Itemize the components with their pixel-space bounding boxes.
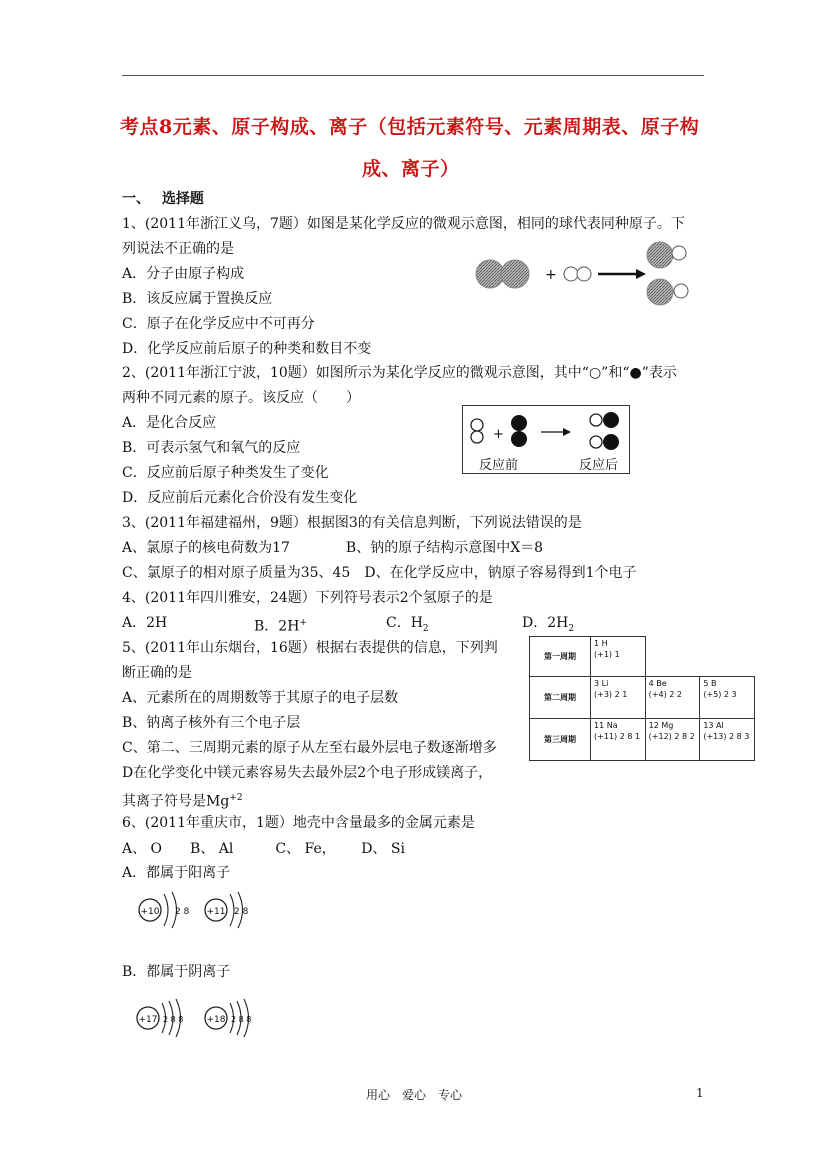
element-cell-Li: 3 Li (+3) 2 1: [591, 677, 646, 719]
element-cell-Na: 11 Na (+11) 2 8 1: [591, 719, 646, 761]
q2-stem-line1: 2、(2011年浙江宁波，10题）如图所示为某化学反应的微观示意图，其中“○”和“●”表示: [122, 365, 677, 381]
page-title-line2: 成、离子）: [362, 158, 460, 180]
blank-cell: [645, 637, 754, 677]
q2-option-a: A．是化合反应: [122, 415, 217, 431]
ion-b2-nucleus: +18: [206, 1015, 226, 1025]
q1-option-b: B．该反应属于置换反应: [122, 291, 273, 307]
ion-b1-shells: 2 8 8: [163, 1015, 184, 1024]
ion-diagram-a2: [205, 892, 249, 928]
q2-option-b: B．可表示氢气和氧气的反应: [122, 440, 301, 456]
q3-options-cd: C、氯原子的相对原子质量为35、45 D、在化学反应中，钠原子容易得到1个电子: [122, 565, 637, 581]
q1-option-c: C．原子在化学反应中不可再分: [122, 316, 315, 332]
ion-a2-nucleus: +11: [206, 907, 226, 917]
ion-a2-shells: 2 8: [234, 907, 249, 917]
q6-sub-a: A．都属于阳离子: [122, 865, 231, 881]
element-cell-Mg: 12 Mg (+12) 2 8 2: [645, 719, 700, 761]
q3-stem: 3、(2011年福建福州，9题）根据图3的有关信息判断，下列说法错误的是: [122, 515, 582, 531]
ion-diagrams-a: [134, 888, 264, 932]
q2-stem-line2: 两种不同元素的原子。该反应（ ）: [122, 390, 360, 406]
svg-text:+: +: [493, 427, 504, 442]
q6-sub-b: B．都属于阴离子: [122, 964, 231, 980]
svg-text:+: +: [545, 267, 557, 283]
q2-option-d: D．反应前后元素化合价没有发生变化: [122, 490, 358, 506]
section-heading: 一、 选择题: [122, 191, 204, 207]
q5-option-d-cont: 其离子符号是$Mg^{+2}$: [122, 793, 243, 810]
ion-diagrams-b: [134, 996, 274, 1040]
q4-option-a: A．2H: [122, 615, 168, 631]
q6-options: A、 O B、 Al C、 Fe， D、 Si: [122, 841, 405, 857]
q6-stem: 6、(2011年重庆市，1题）地壳中含量最多的金属元素是: [122, 815, 475, 831]
page-title-line1: 考点8元素、原子构成、离子（包括元素符号、元素周期表、原子构: [120, 116, 700, 138]
period-label-2: 第二周期: [530, 677, 591, 719]
q2-label-after: 反应后: [579, 458, 619, 473]
ion-diagram-b2: [205, 999, 251, 1037]
element-cell-Al: 13 Al (+13) 2 8 3: [700, 719, 755, 761]
q5-stem-line2: 断正确的是: [122, 665, 192, 681]
q2-label-before: 反应前: [479, 458, 519, 473]
ion-diagram-a1: [139, 892, 190, 928]
q4-option-d: D．$2H_2$: [522, 615, 575, 634]
ion-a1-shells: 2 8: [175, 907, 190, 917]
q5-option-a: A、元素所在的周期数等于其原子的电子层数: [122, 690, 399, 706]
ion-diagram-b1: [137, 999, 183, 1037]
ion-b2-shells: 2 8 8: [231, 1015, 252, 1024]
ion-a1-nucleus: +10: [140, 907, 160, 917]
q1-reaction-figure: [470, 240, 700, 310]
q4-option-c: C．$H_2$: [386, 615, 429, 634]
periodic-table-figure: [529, 636, 755, 760]
q2-reaction-figure: [462, 405, 630, 474]
q5-option-b: B、钠离子核外有三个电子层: [122, 715, 301, 731]
q1-option-d: D．化学反应前后原子的种类和数目不变: [122, 341, 372, 357]
q5-stem-line1: 5、(2011年山东烟台，16题）根据右表提供的信息，下列判: [122, 640, 498, 656]
q5-option-d: D在化学变化中镁元素容易失去最外层2个电子形成镁离子，: [122, 765, 493, 781]
period-label-3: 第三周期: [530, 719, 591, 761]
q4-stem: 4、(2011年四川雅安，24题）下列符号表示2个氢原子的是: [122, 590, 493, 606]
element-cell-H: 1 H (+1) 1: [591, 637, 646, 677]
q2-option-c: C．反应前后原子种类发生了变化: [122, 465, 329, 481]
ion-b1-nucleus: +17: [138, 1015, 158, 1025]
period-label-1: 第一周期: [530, 637, 591, 677]
q1-stem-line1: 1、(2011年浙江义乌，7题）如图是某化学反应的微观示意图，相同的球代表同种原子。下: [122, 216, 685, 232]
q5-option-c: C、第二、三周期元素的原子从左至右最外层电子数逐渐增多: [122, 740, 497, 756]
header-rule: [122, 75, 704, 76]
q1-stem-line2: 列说法不正确的是: [122, 241, 234, 257]
page-number: 1: [696, 1086, 704, 1100]
element-cell-Be: 4 Be (+4) 2 2: [645, 677, 700, 719]
element-cell-B: 5 B (+5) 2 3: [700, 677, 755, 719]
page-footer: 用心 爱心 专心: [366, 1088, 463, 1102]
q1-option-a: A．分子由原子构成: [122, 266, 245, 282]
q3-options-ab: A、氯原子的核电荷数为17 B、钠的原子结构示意图中X＝8: [122, 540, 544, 556]
q4-option-b: B．2H+: [254, 618, 307, 635]
